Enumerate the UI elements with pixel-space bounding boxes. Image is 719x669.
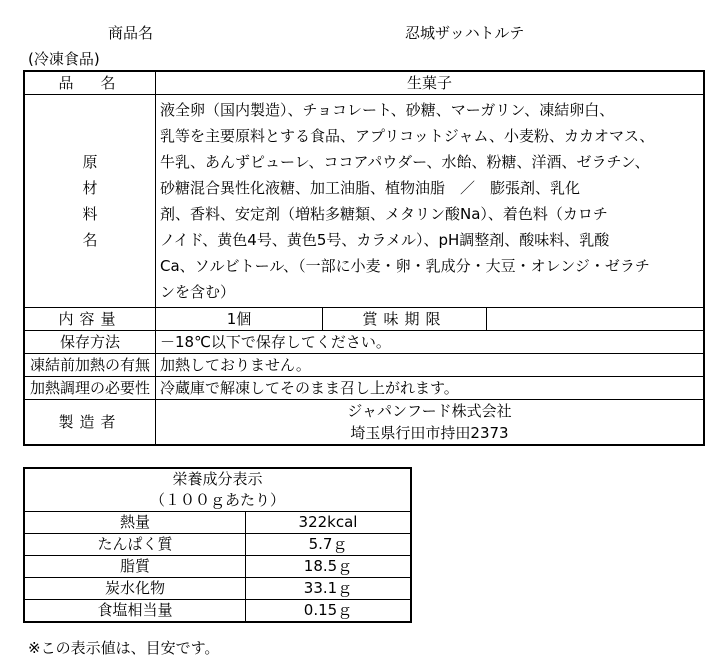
- table-row: [24, 578, 411, 600]
- ingredients-value: [156, 95, 705, 308]
- table-row: [24, 600, 411, 623]
- nutrition-value: 33.1ｇ: [246, 578, 412, 600]
- ingredients-label-char: 名: [82, 231, 98, 249]
- table-row: [24, 377, 704, 400]
- ingredients-label: [24, 95, 156, 308]
- nutrition-label: 食塩相当量: [24, 600, 246, 623]
- table-row: [24, 71, 704, 95]
- ingredients-label-char: 原: [82, 153, 98, 171]
- cooking-label: 加熱調理の必要性: [24, 377, 156, 400]
- product-info-table: [23, 70, 705, 446]
- quantity-label: 内容量: [24, 308, 156, 331]
- best-before-value: [487, 308, 705, 331]
- maker-address: 埼玉県行田市持田2373: [350, 424, 509, 442]
- heating-value: 加熱しておりません。: [156, 354, 705, 377]
- ingredients-line: 液全卵（国内製造）、チョコレート、砂糖、マーガリン、凍結卵白、: [160, 101, 615, 119]
- footnote: ※この表示値は、目安です。: [28, 639, 220, 657]
- nutrition-label: たんぱく質: [24, 534, 246, 556]
- ingredients-line: ンを含む）: [160, 283, 236, 301]
- nutrition-value: 0.15ｇ: [246, 600, 412, 623]
- nutrition-subtitle: （１００ｇあたり）: [24, 490, 411, 512]
- table-row: [24, 331, 704, 354]
- item-name-value: 生菓子: [156, 71, 705, 95]
- table-row: [24, 354, 704, 377]
- table-row: [24, 490, 411, 512]
- ingredients-line: 砂糖混合異性化液糖、加工油脂、植物油脂 ／ 膨張剤、乳化: [160, 179, 581, 197]
- nutrition-title: 栄養成分表示: [24, 468, 411, 490]
- maker-name: ジャパンフード株式会社: [347, 402, 512, 420]
- nutrition-table: [23, 467, 412, 623]
- ingredients-line: Ca、ソルビトール、（一部に小麦・卵・乳成分・大豆・オレンジ・ゼラチ: [160, 257, 650, 275]
- nutrition-value: 18.5ｇ: [246, 556, 412, 578]
- table-row: [24, 556, 411, 578]
- storage-value: －18℃以下で保存してください。: [156, 331, 705, 354]
- maker-label: 製造者: [24, 400, 156, 446]
- nutrition-label: 炭水化物: [24, 578, 246, 600]
- table-row: [24, 534, 411, 556]
- table-row: [24, 512, 411, 534]
- product-name-label: 商品名: [108, 24, 154, 42]
- frozen-food-note: (冷凍食品): [28, 50, 100, 68]
- storage-label: 保存方法: [24, 331, 156, 354]
- table-row: [24, 400, 704, 446]
- ingredients-line: ノイド、黄色4号、黄色5号、カラメル）、pH調整剤、酸味料、乳酸: [160, 231, 610, 249]
- ingredients-label-char: 料: [82, 205, 98, 223]
- ingredients-label-char: 材: [82, 179, 98, 197]
- maker-value: [156, 400, 705, 446]
- table-row: [24, 468, 411, 490]
- ingredients-line: 牛乳、あんずピューレ、ココアパウダー、水飴、粉糖、洋酒、ゼラチン、: [160, 153, 650, 171]
- table-row: [24, 95, 704, 308]
- cooking-value: 冷蔵庫で解凍してそのまま召し上がれます。: [156, 377, 705, 400]
- product-name-value: 忍城ザッハトルテ: [405, 24, 525, 42]
- table-row: [24, 308, 704, 331]
- best-before-label: 賞味期限: [323, 308, 487, 331]
- ingredients-line: 剤、香料、安定剤（増粘多糖類、メタリン酸Na）、着色料（カロチ: [160, 205, 608, 223]
- nutrition-label: 脂質: [24, 556, 246, 578]
- heating-label: 凍結前加熱の有無: [24, 354, 156, 377]
- item-name-label: 品 名: [24, 71, 156, 95]
- nutrition-label: 熱量: [24, 512, 246, 534]
- ingredients-line: 乳等を主要原料とする食品、アプリコットジャム、小麦粉、カカオマス、: [160, 127, 655, 145]
- quantity-value: 1個: [156, 308, 323, 331]
- nutrition-value: 322kcal: [246, 512, 412, 534]
- nutrition-value: 5.7ｇ: [246, 534, 412, 556]
